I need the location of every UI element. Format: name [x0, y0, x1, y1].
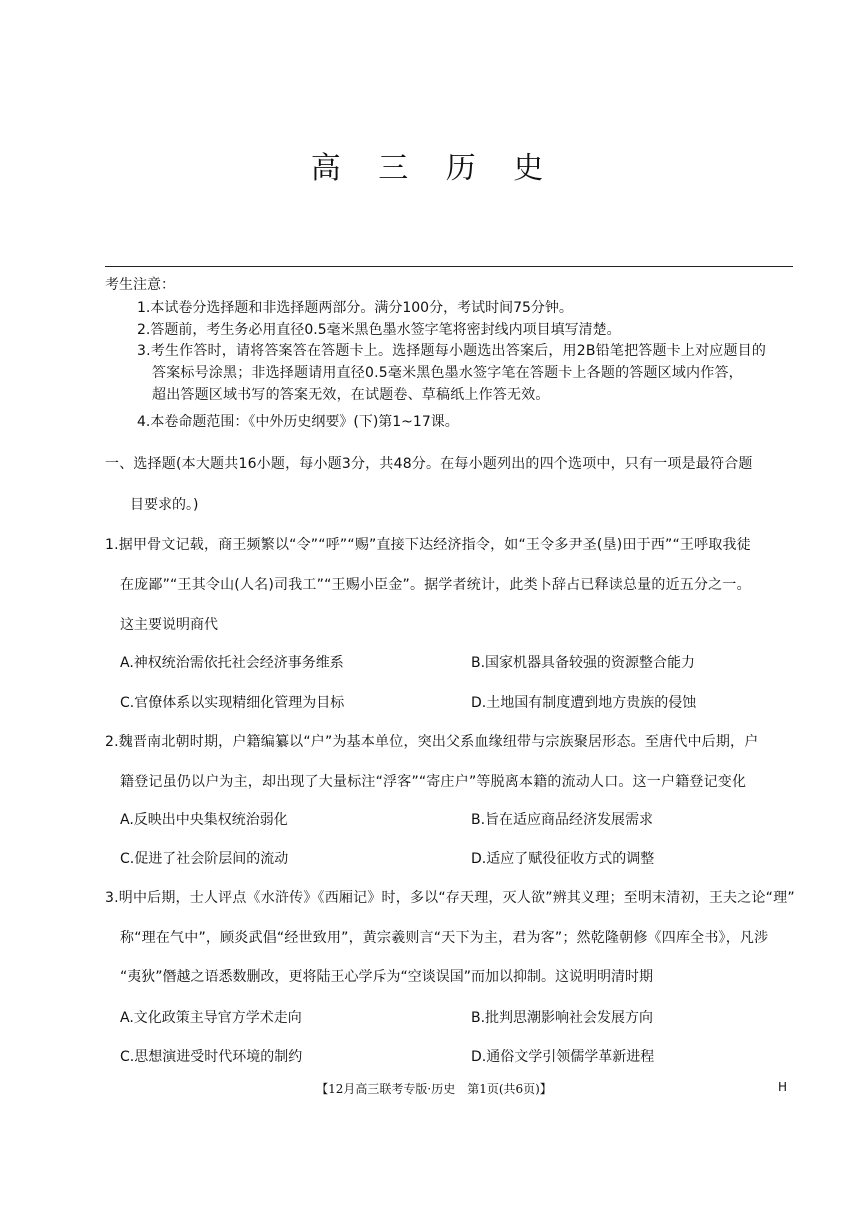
question-3-option-b: B.批判思潮影响社会发展方向: [471, 1010, 654, 1026]
question-1-stem: 这主要说明商代: [120, 617, 218, 633]
question-3-stem: 3.明中后期，士人评点《水浒传》《西厢记》时，多以“存天理，灭人欲”辨其义理；至明末清初，王夫之论“理”: [105, 890, 795, 906]
question-2-option-d: D.适应了赋役征收方式的调整: [471, 851, 655, 867]
question-3-option-c: C.思想演进受时代环境的制约: [120, 1049, 303, 1065]
question-1-option-a: A.神权统治需依托社会经济事务维系: [120, 655, 344, 671]
question-2-stem: 籍登记虽仍以户为主，却出现了大量标注“浮客”“寄庄户”等脱离本籍的流动人口。这一户籍登记变化: [120, 774, 747, 790]
question-2-option-a: A.反映出中央集权统治弱化: [120, 812, 288, 828]
page-footer: 【12月高三联考专版·历史 第1页(共6页)】: [316, 1082, 552, 1096]
header-divider: [105, 266, 793, 267]
notice-item-continued: 超出答题区域书写的答案无效，在试题卷、草稿纸上作答无效。: [152, 387, 550, 403]
question-2-option-b: B.旨在适应商品经济发展需求: [471, 812, 654, 828]
question-1-stem: 在庞鄙”“王其令山(人名)司我工”“王赐小臣金”。据学者统计，此类卜辞占已释读总量的近五分之一。: [120, 577, 751, 593]
question-2-option-c: C.促进了社会阶层间的流动: [120, 851, 289, 867]
question-3-stem: 称“理在气中”，顾炎武倡“经世致用”，黄宗羲则言“天下为主，君为客”；然乾隆朝修《四库全书》，凡涉: [120, 930, 769, 946]
question-1-stem: 1.据甲骨文记载，商王频繁以“令”“呼”“赐”直接下达经济指令，如“王令多尹圣(垦)田于西”“王呼取我徒: [105, 537, 751, 553]
section-heading-continued: 目要求的。): [130, 497, 199, 513]
question-1-option-c: C.官僚体系以实现精细化管理为目标: [120, 695, 345, 711]
notice-item: 4.本卷命题范围：《中外历史纲要》(下)第1~17课。: [137, 414, 459, 430]
notice-item-continued: 答案标号涂黑；非选择题请用直径0.5毫米黑色墨水签字笔在答题卡上各题的答题区域内作答，: [152, 365, 743, 381]
question-3-option-a: A.文化政策主导官方学术走向: [120, 1010, 302, 1026]
notice-item: 2.答题前，考生务必用直径0.5毫米黑色墨水签字笔将密封线内项目填写清楚。: [137, 322, 621, 338]
notice-heading: 考生注意：: [105, 277, 175, 293]
notice-item: 3.考生作答时，请将答案答在答题卡上。选择题每小题选出答案后，用2B铅笔把答题卡上对应题目的: [137, 343, 767, 359]
notice-item: 1.本试卷分选择题和非选择题两部分。满分100分，考试时间75分钟。: [137, 300, 573, 316]
page-title: 高 三 历 史: [310, 151, 558, 186]
question-3-stem: “夷狄”僭越之语悉数删改，更将陆王心学斥为“空谈误国”而加以抑制。这说明明清时期: [120, 969, 654, 985]
question-1-option-d: D.土地国有制度遭到地方贵族的侵蚀: [471, 695, 697, 711]
question-2-stem: 2.魏晋南北朝时期，户籍编纂以“户”为基本单位，突出父系血缘纽带与宗族聚居形态。至唐代中后期，户: [105, 734, 759, 750]
question-1-option-b: B.国家机器具备较强的资源整合能力: [471, 655, 696, 671]
paper-code: H: [778, 1080, 788, 1094]
question-3-option-d: D.通俗文学引领儒学革新进程: [471, 1049, 655, 1065]
section-heading: 一、选择题(本大题共16小题，每小题3分，共48分。在每小题列出的四个选项中，只有一项是最符合题: [105, 456, 753, 472]
